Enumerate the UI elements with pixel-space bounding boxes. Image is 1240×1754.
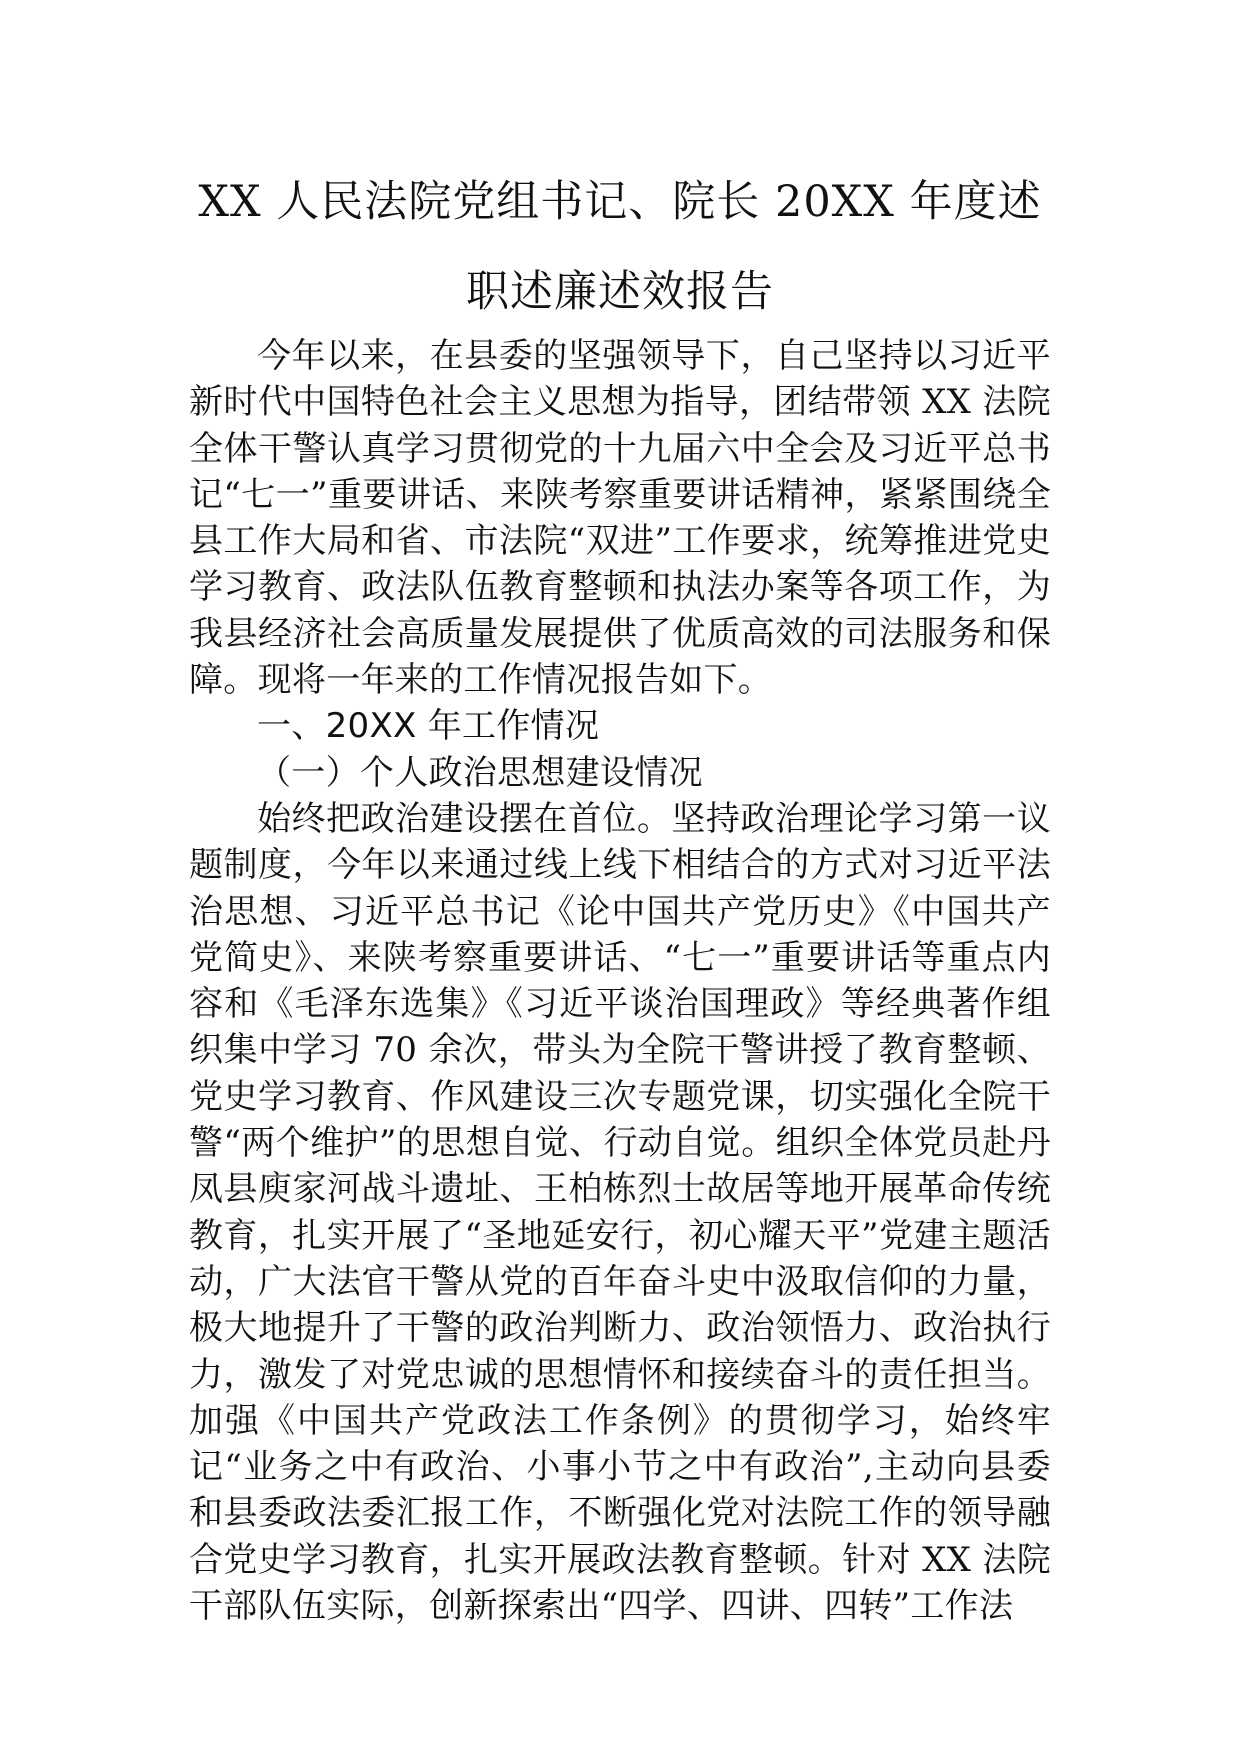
intro-paragraph: 今年以来，在县委的坚强领导下，自己坚持以习近平新时代中国特色社会主义思想为指导，团结带领 XX 法院全体干警认真学习贯彻党的十九届六中全会及习近平总书记“七一”重要讲话、来陕考察重要讲话精神，紧紧围绕全县工作大局和省、市法院“双进”工作要求，统筹推进党史学习教育、政法队伍教育整顿和执法办案等各项工作，为我县经济社会高质量发展提供了优质高效的司法服务和保障。现将一年来的工作情况报告如下。 <box>189 336 1051 701</box>
subsection-heading: （一）个人政治思想建设情况 <box>257 752 703 793</box>
document-body <box>189 333 1051 1629</box>
body-paragraph: 始终把政治建设摆在首位。坚持政治理论学习第一议题制度，今年以来通过线上线下相结合的方式对习近平法治思想、习近平总书记《论中国共产党历史》《中国共产党简史》、来陕考察重要讲话、“七一”重要讲话等重点内容和《毛泽东选集》《习近平谈治国理政》等经典著作组织集中学习 70 余次，带头为全院干警讲授了教育整顿、党史学习教育、作风建设三次专题党课，切实强化全院干警“两个维护”的思想自觉、行动自觉。组织全体党员赴丹凤县庾家河战斗遗址、王柏栋烈士故居等地开展革命传统教育，扎实开展了“圣地延安行，初心耀天平”党建主题活动，广大法官干警从党的百年奋斗史中汲取信仰的力量，极大地提升了干警的政治判断力、政治领悟力、政治执行力，激发了对党忠诚的思想情怀和接续奋斗的责任担当。加强《中国共产党政法工作条例》的贯彻学习，始终牢记“业务之中有政治、小事小节之中有政治”,主动向县委和县委政法委汇报工作，不断强化党对法院工作的领导融合党史学习教育，扎实开展政法教育整顿。针对 XX 法院干部队伍实际，创新探索出“四学、四讲、四转”工作法 <box>189 798 1051 1627</box>
section-heading: 一、20XX 年工作情况 <box>257 706 600 747</box>
document-title-line-1: XX 人民法院党组书记、院长 20XX 年度述 <box>198 177 1042 227</box>
document-title-line-2: 职述廉述效报告 <box>466 267 774 317</box>
